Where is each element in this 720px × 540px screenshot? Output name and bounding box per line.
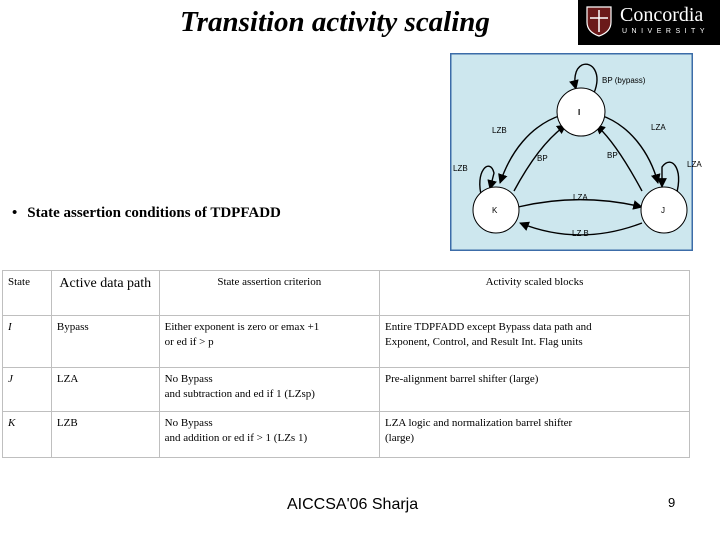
row-state: K bbox=[3, 412, 52, 458]
header-active-path: Active data path bbox=[51, 271, 159, 316]
state-j-label: J bbox=[661, 206, 665, 215]
bullet-point bbox=[12, 205, 281, 222]
row-state: J bbox=[3, 368, 52, 412]
slide-title: Transition activity scaling bbox=[180, 6, 490, 38]
state-table bbox=[2, 270, 690, 458]
state-i-label: I bbox=[578, 108, 581, 117]
row-path: LZB bbox=[51, 412, 159, 458]
row-criterion bbox=[159, 316, 379, 368]
criterion-line-2: or ed if > p bbox=[164, 336, 214, 348]
row-blocks bbox=[379, 412, 689, 458]
blocks-line-1: Pre-alignment barrel shifter (large) bbox=[384, 373, 539, 385]
bullet-marker: • bbox=[12, 205, 18, 221]
criterion-line-1: Either exponent is zero or emax +1 bbox=[164, 321, 320, 333]
label-lzb-upper: LZB bbox=[492, 126, 507, 135]
footer-venue: AICCSA'06 Sharja bbox=[287, 496, 419, 513]
label-bp-right: BP bbox=[607, 151, 618, 160]
criterion-line-1: No Bypass bbox=[164, 417, 213, 429]
state-transition-diagram bbox=[450, 53, 702, 251]
logo-name: Concordia bbox=[620, 4, 704, 26]
label-lzb-bottom: LZ B bbox=[572, 229, 589, 238]
university-crest-icon bbox=[586, 6, 612, 37]
row-criterion bbox=[159, 412, 379, 458]
label-lza-upper: LZA bbox=[651, 123, 666, 132]
label-lza-self: LZA bbox=[687, 160, 702, 169]
blocks-line-2: Exponent, Control, and Result Int. Flag units bbox=[384, 336, 583, 348]
row-blocks bbox=[379, 368, 689, 412]
table-row bbox=[3, 368, 690, 412]
concordia-logo bbox=[578, 0, 720, 45]
state-k-label: K bbox=[492, 206, 498, 215]
header-criterion: State assertion criterion bbox=[159, 271, 379, 316]
blocks-line-1: LZA logic and normalization barrel shifter bbox=[384, 417, 573, 429]
label-bp-left: BP bbox=[537, 154, 548, 163]
criterion-line-2: and subtraction and ed if 1 (LZsp) bbox=[164, 388, 315, 400]
criterion-line-2: and addition or ed if > 1 (LZs 1) bbox=[164, 432, 308, 444]
label-bp-bypass: BP (bypass) bbox=[602, 76, 646, 85]
state-node-i bbox=[557, 88, 605, 136]
label-lzb-self: LZB bbox=[453, 164, 468, 173]
row-state: I bbox=[3, 316, 52, 368]
row-criterion bbox=[159, 368, 379, 412]
criterion-line-1: No Bypass bbox=[164, 373, 213, 385]
header-state: State bbox=[3, 271, 52, 316]
blocks-line-2: (large) bbox=[384, 432, 415, 444]
label-lza-bottom: LZA bbox=[573, 193, 588, 202]
blocks-line-1: Entire TDPFADD except Bypass data path and bbox=[384, 321, 592, 333]
row-blocks bbox=[379, 316, 689, 368]
header-blocks: Activity scaled blocks bbox=[379, 271, 689, 316]
page-number: 9 bbox=[668, 495, 676, 510]
table-row bbox=[3, 412, 690, 458]
logo-subtitle: UNIVERSITY bbox=[622, 28, 710, 35]
row-path: Bypass bbox=[51, 316, 159, 368]
table-header-row bbox=[3, 271, 690, 316]
bullet-text: State assertion conditions of TDPFADD bbox=[27, 205, 281, 221]
row-path: LZA bbox=[51, 368, 159, 412]
table-row bbox=[3, 316, 690, 368]
